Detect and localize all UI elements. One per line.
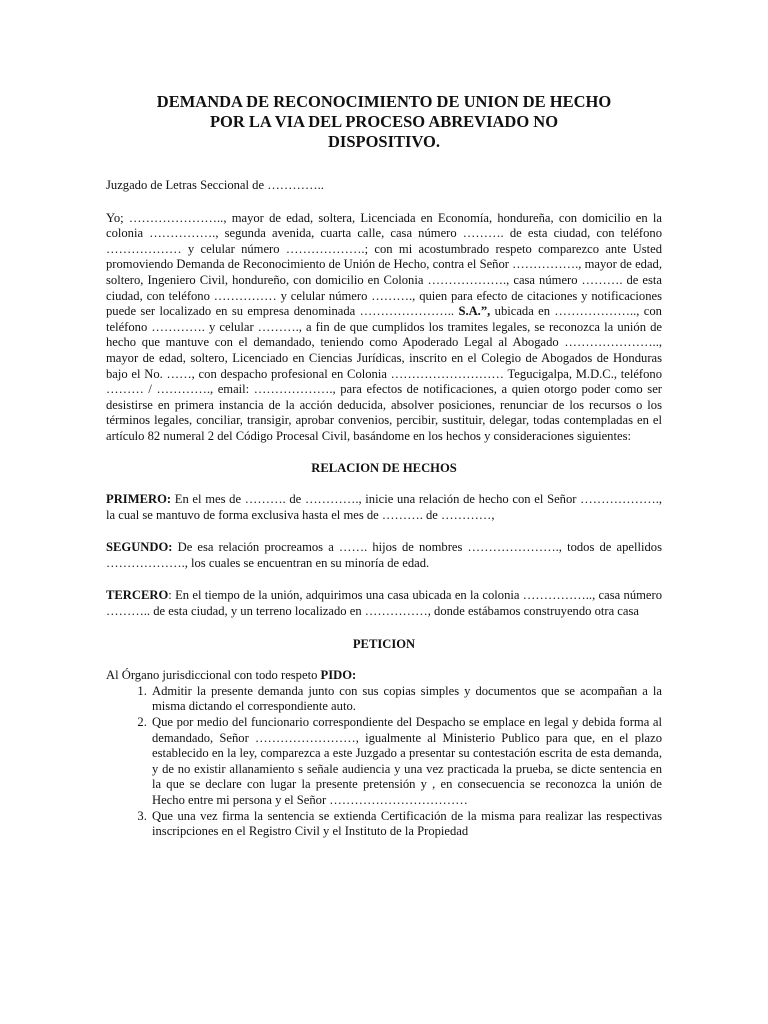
petition-lead-text: Al Órgano jurisdiccional con todo respeto	[106, 668, 321, 683]
petition-list	[106, 684, 662, 840]
title-line-1: DEMANDA DE RECONOCIMIENTO DE UNION DE HECHO	[156, 92, 612, 111]
fact-segundo	[106, 540, 662, 571]
fact-tercero	[106, 588, 662, 619]
document-page	[106, 92, 662, 840]
fact-primero	[106, 492, 662, 523]
petition-item: 2. Que por medio del funcionario correspondiente del Despacho se emplace en legal y debida forma al demandado, Señor ……………………, igualmente al Ministerio Publico para que, en el plazo establecido en la ley, comparezca a este Juzgado a presentar su contestación escrita de esta demanda, y de no existir allanamiento s señale audiencia y una vez practicada la prueba, se dicte sentencia en la que se declare con lugar la presente pretensión y , en consecuencia se reconozca la unión de Hecho entre mi persona y el Señor ……………………………	[150, 715, 662, 809]
petition-lead	[106, 668, 662, 684]
petition-heading: PETICION	[352, 636, 416, 651]
petition-item: 1. Admitir la presente demanda junto con sus copias simples y documentos que se acompañan a la misma dictando el correspondiente auto.	[150, 684, 662, 715]
document-title	[106, 92, 662, 152]
intro-paragraph	[106, 211, 662, 445]
petition-item: 3. Que una vez firma la sentencia se extienda Certificación de la misma para realizar las respectivas inscripciones en el Registro Civil y el Instituto de la Propiedad	[150, 809, 662, 840]
fact-label: TERCERO	[106, 588, 169, 603]
fact-label: SEGUNDO:	[106, 540, 173, 555]
intro-text-start: Yo; ………………….., mayor de edad, soltera, Licenciada en Economía, hondureña, con domicilio en la colonia ……………., segunda avenida, cuarta calle, casa número ………. de esta ciudad, con teléfono ……………… y celular número ……………….; con mi acostumbrado respeto comparezco ante Usted promoviendo Demanda de Reconocimiento de Unión de Hecho, contra el Señor ……………., mayor de edad, soltero, Ingeniero Civil, hondureño, con domicilio en Colonia ………………., casa número ………. de esta ciudad, con teléfono …………… y celular número ………., quien para efecto de citaciones y notificaciones puede ser localizado en su empresa denominada …………………..	[106, 210, 662, 319]
fact-text: : En el tiempo de la unión, adquirimos una casa ubicada en la colonia …………….., casa número ……….. de esta ciudad, y un terreno localizado en ……………, donde estábamos construyendo otra casa	[106, 588, 662, 619]
intro-company-suffix: S.A.”,	[454, 304, 491, 319]
petition-lead-bold: PIDO:	[320, 668, 357, 683]
title-line-3: DISPOSITIVO.	[328, 132, 440, 151]
court-line: Juzgado de Letras Seccional de …………..	[106, 178, 324, 192]
fact-text: En el mes de ………. de …………., inicie una relación de hecho con el Señor ………………., la cual se mantuvo de forma exclusiva hasta el mes de ………. de …………,	[106, 492, 662, 522]
fact-label: PRIMERO:	[106, 492, 172, 507]
fact-text: De esa relación procreamos a ……. hijos de nombres …………………., todos de apellidos ………………., los cuales se encuentran en su minoría de edad.	[106, 540, 662, 570]
title-line-2: POR LA VIA DEL PROCESO ABREVIADO NO	[209, 112, 559, 131]
intro-text-end: ubicada en ……………….., con teléfono …………. y celular ………., a fin de que cumplidos los tramites legales, se reconozca la unión de hecho que mantuve con el demandado, teniendo como Apoderado Legal al Abogado ………………….., mayor de edad, soltero, Licenciado en Ciencias Jurídicas, inscrito en el Colegio de Abogados de Honduras bajo el No. ……, con despacho profesional en Colonia ……………………… Tegucigalpa, M.D.C., teléfono ……… / …………., email: ………………., para efectos de notificaciones, a quien otorgo poder como ser desistirse en primera instancia de la acción deducida, absolver posiciones, renunciar de los recursos o los términos legales, conciliar, transigir, aprobar convenios, percibir, sustituir, delegar, todas contempladas en el artículo 82 numeral 2 del Código Procesal Civil, basándome en los hechos y consideraciones siguientes:	[106, 304, 662, 443]
facts-heading: RELACION DE HECHOS	[311, 460, 457, 475]
